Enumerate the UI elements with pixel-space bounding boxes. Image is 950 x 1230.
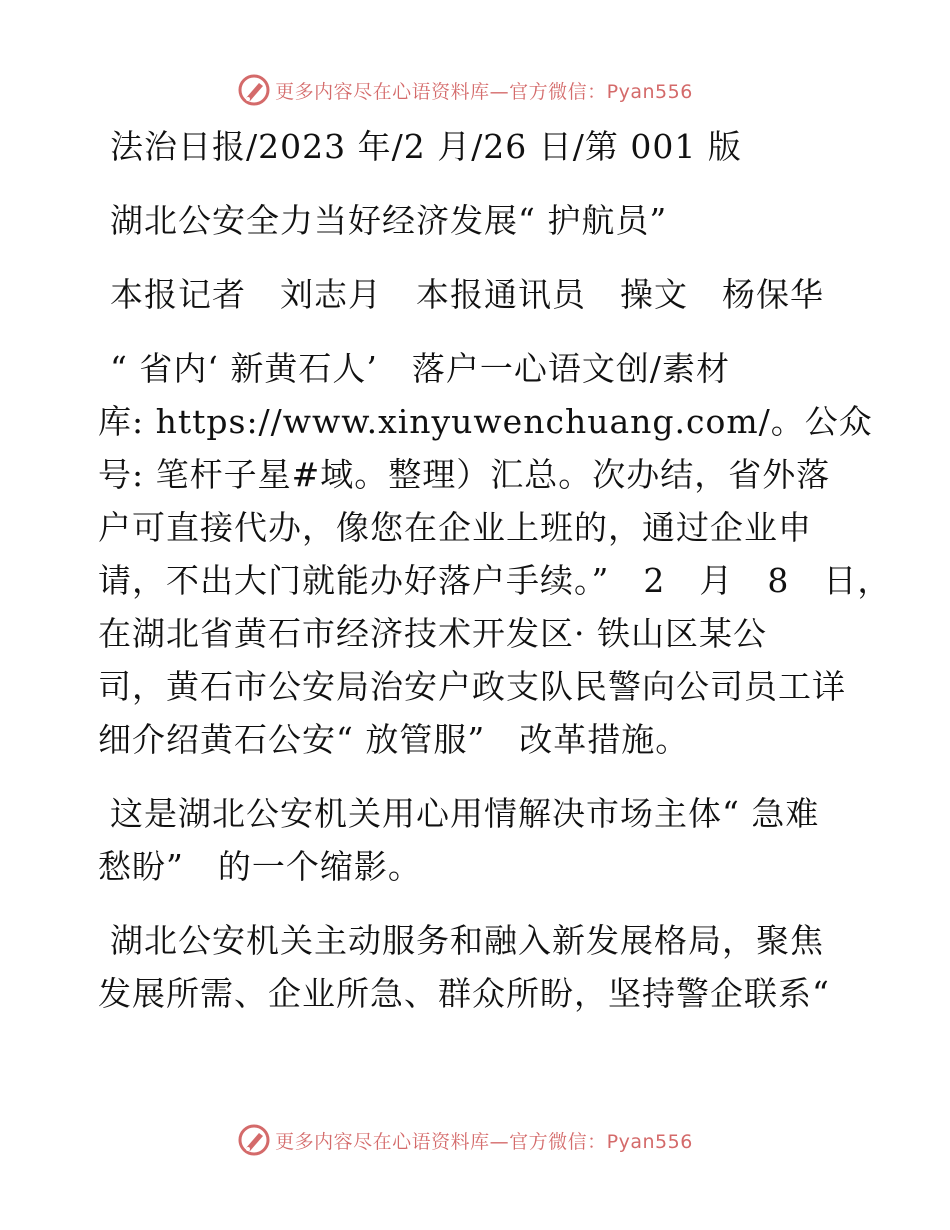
text-line: 这是湖北公安机关用心用情解决市场主体“ 急难	[110, 794, 820, 833]
text-line: 库: https://www.xinyuwenchuang.com/。公众	[98, 402, 873, 441]
pen-logo-icon	[237, 73, 271, 107]
article-body	[98, 120, 892, 1020]
top-watermark-banner	[0, 70, 950, 110]
text-line: 细介绍黄石公安“ 放管服” 改革措施。	[98, 720, 690, 759]
paragraph-3	[98, 914, 858, 1020]
byline: 本报记者 刘志月 本报通讯员 操文 杨保华	[110, 275, 824, 314]
text-line: 请，不出大门就能办好落户手续。” 2 月 8 日，	[98, 561, 892, 600]
text-line: 司，黄石市公安局治安户政支队民警向公司员工详	[98, 667, 846, 706]
watermark-text: 更多内容尽在心语资料库—官方微信：Pyan556	[275, 80, 693, 103]
text-line: 户可直接代办，像您在企业上班的，通过企业申	[98, 508, 812, 547]
text-line: 发展所需、企业所急、群众所盼，坚持警企联系“	[98, 974, 830, 1013]
source-line: 法治日报/2023 年/2 月/26 日/第 001 版	[110, 127, 742, 166]
watermark-text: 更多内容尽在心语资料库—官方微信：Pyan556	[275, 1130, 693, 1153]
watermark-group	[237, 73, 693, 107]
paragraph-1	[98, 342, 892, 766]
text-line: “ 省内‘ 新黄石人’ 落户一心语文创/素材	[110, 349, 730, 388]
text-line: 愁盼” 的一个缩影。	[98, 847, 422, 886]
text-line: 湖北公安机关主动服务和融入新发展格局，聚焦	[110, 921, 824, 960]
pen-logo-icon	[237, 1123, 271, 1157]
text-line: 在湖北省黄石市经济技术开发区· 铁山区某公	[98, 614, 767, 653]
article-title: 湖北公安全力当好经济发展“ 护航员”	[110, 201, 668, 240]
bottom-watermark-banner	[0, 1120, 950, 1160]
text-line: 号: 笔杆子星#域。整理）汇总。次办结，省外落	[98, 455, 831, 494]
paragraph-2	[98, 787, 858, 893]
watermark-group	[237, 1123, 693, 1157]
